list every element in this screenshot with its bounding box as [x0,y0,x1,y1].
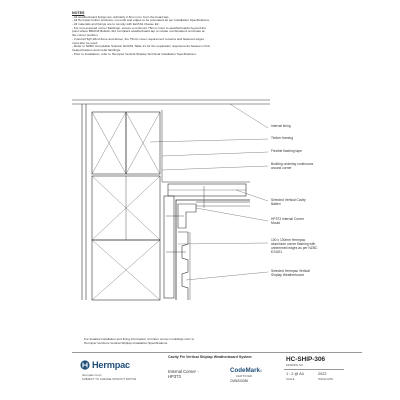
drawing-title: Internal Corner - [168,369,199,374]
issue-date-label: ISSUE DATE [318,378,334,381]
brand-name: Hermpac [92,360,130,370]
brand-url[interactable]: hermpac.co.nz [82,373,102,377]
drawing-scale: 1 : 2 @ A4 [286,372,304,376]
title-block [72,352,362,384]
callout-corner-flashing: 100 x 100mm Hermpac aluminium corner flashing with unhemmed edges as per NZBC E2/AS1 [271,238,318,254]
callout-corner-mould: HP373 Internal Corner Mould [271,217,304,225]
callout-building-underlay: Building underlay continuous around corner [271,162,314,170]
scale-label: SCALE [286,378,295,381]
footnote [84,338,334,346]
brand-logo [80,360,130,370]
system-title: Cavity Fix Vertical Shiplap Weatherboard System [168,355,252,359]
note-line: must also be used. [72,40,98,45]
title-block-divider [284,369,344,370]
callout-shiplap-weatherboard: Selected Hermpac Vertical Shiplap Weatherboard [271,269,310,277]
footnote-line: For detailed installation and fixing information of timber corner mouldings refer to [84,337,195,341]
note-line: - All weatherboard fixings are ordinarily 2.5mm min. from the board lap. [72,14,170,19]
codemark-certified: CERTIFIED [236,375,253,378]
building-underlay [162,110,250,182]
shiplap-weatherboard [178,232,188,300]
note-line: - Prior to installation, refer to Hermpac Vertical Shiplap Technical Installation Specifications. [72,51,197,56]
codemark-logo [230,367,262,374]
callout-timber-framing: Timber framing [271,136,294,140]
cavity-batten [164,196,174,298]
codemark-name: CodeMark [230,367,260,374]
note-line: - For non-exposed corner flashings, ensure a minimum 75mm cover to weatherboards beyond the [72,25,206,30]
note-line: point where BRANZ Bulletin 411 compliant weatherboard lap or rebate combinations terminate at [72,29,205,34]
notes-title: NOTES [72,11,85,15]
callout-internal-lining: Internal lining [271,124,291,128]
callout-cavity-batten: Selected Vertical Cavity Batten [271,198,306,206]
callout-flexible-flashing-tape: Flexible flashing tape [271,149,302,153]
hermpac-logo-icon [80,360,90,370]
note-line: - All Hermpac timber products, cut ends and edges to be precoated as per Installation Specifications. [72,18,210,23]
note-line: - All materials and fixings are to comply with E2/AS1 Clause E2. [72,22,160,26]
corner-flashing [176,200,250,300]
note-line: - Refer to NZBC Acceptable Solution E2/AS1 Table 21 for the separation requirements between CCA [72,44,210,49]
drawing-title-product: HP373 [168,374,181,379]
drawing-number: HC-SHIP-306 [286,356,326,363]
issue-year: 2022 [318,372,327,376]
note-line: the corner position. [72,33,99,38]
change-warning: SUBJECT TO CHANGE WITHOUT NOTICE [82,377,137,381]
codemark-trademark: ® [259,368,263,373]
drawing-number-label: DRAWING NO. [286,364,304,367]
note-line: - In Extra High Wind Zone and above, the 75mm cover requirement remains and fastened edges [72,36,205,41]
note-line: treated battens and metal flashings. [72,47,122,52]
footnote-line: Hermpac VertiLine Vertical Shiplap Installation Specifications. [84,340,169,345]
codemark-number: CMNZ00036 [230,379,249,383]
